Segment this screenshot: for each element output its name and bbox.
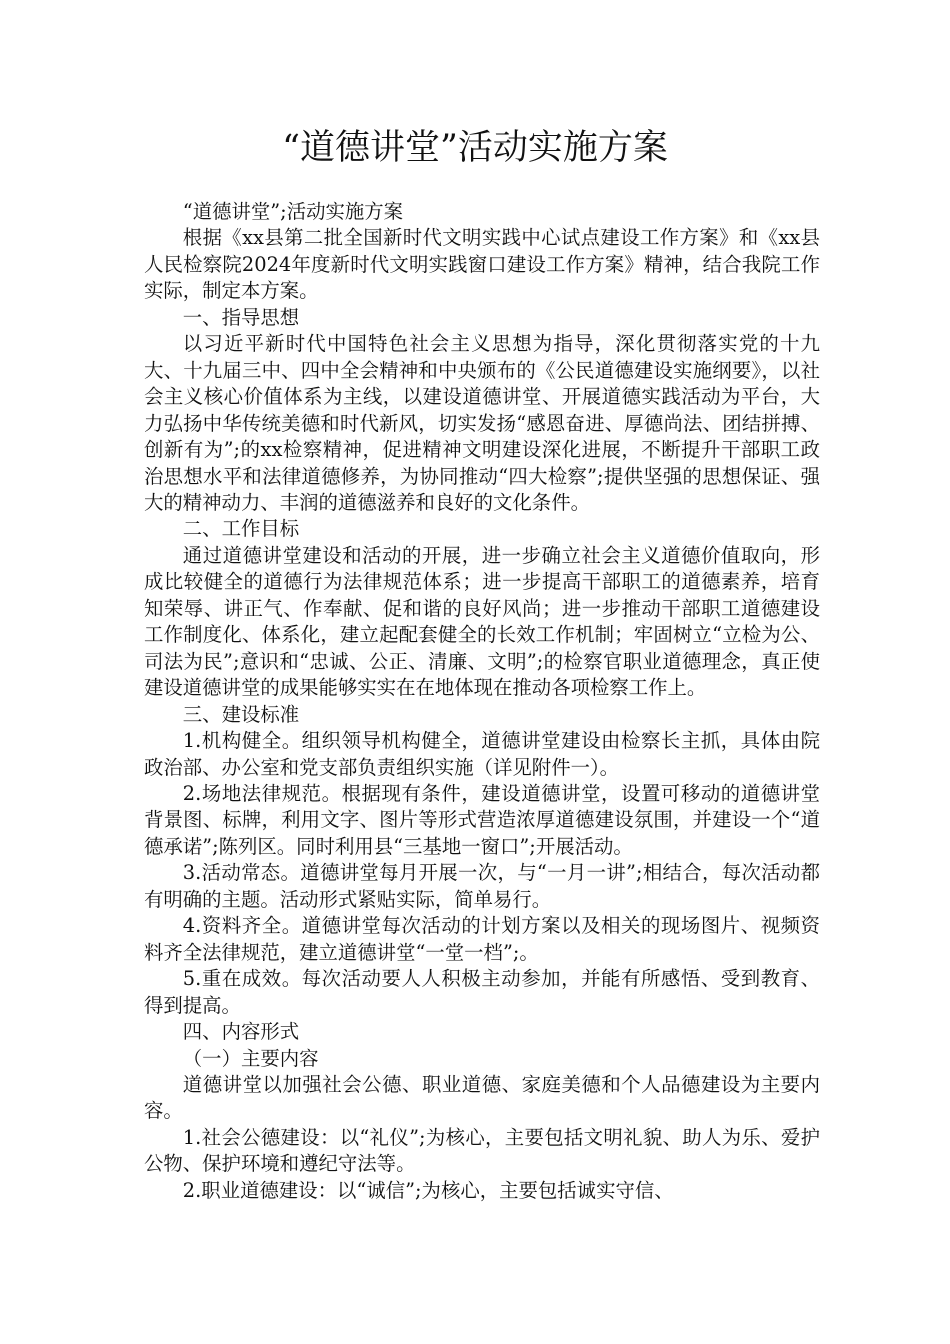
list-item-standard-1: 1.机构健全。组织领导机构健全，道德讲堂建设由检察长主抓，具体由院政治部、办公室和党支部负责组织实施（详见附件一）。 xyxy=(144,729,820,779)
section-heading-content-form: 四、内容形式 xyxy=(182,1020,300,1044)
section-heading-construction-standards: 三、建设标准 xyxy=(182,702,300,726)
paragraph-work-goals: 通过道德讲堂建设和活动的开展，进一步确立社会主义道德价值取向，形成比较健全的道德行为法律规范体系；进一步提高干部职工的道德素养，培育知荣辱、讲正气、作奉献、促和谐的良好风尚；进一步推动干部职工道德建设工作制度化、体系化，建立起配套健全的长效工作机制；牢固树立“立检为公、司法为民”;意识和“忠诚、公正、清廉、文明”;的检察官职业道德理念，真正使建设道德讲堂的成果能够实实在在地体现在推动各项检察工作上。 xyxy=(144,543,820,700)
list-item-standard-5: 5.重在成效。每次活动要人人积极主动参加，并能有所感悟、受到教育、得到提高。 xyxy=(144,967,820,1017)
list-item-standard-2: 2.场地法律规范。根据现有条件，建设道德讲堂，设置可移动的道德讲堂背景图、标牌，利用文字、图片等形式营造浓厚道德建设氛围，并建设一个“道德承诺”;陈列区。同时利用县“三基地一窗口”;开展活动。 xyxy=(144,781,820,858)
list-item-standard-3: 3.活动常态。道德讲堂每月开展一次，与“一月一讲”;相结合，每次活动都有明确的主题。活动形式紧贴实际，简单易行。 xyxy=(144,861,820,911)
list-item-content-2: 2.职业道德建设：以“诚信”;为核心，主要包括诚实守信、 xyxy=(182,1178,674,1202)
document-body xyxy=(144,199,820,1204)
paragraph-main-content: 道德讲堂以加强社会公德、职业道德、家庭美德和个人品德建设为主要内容。 xyxy=(144,1072,820,1123)
section-heading-work-goals: 二、工作目标 xyxy=(182,517,300,541)
list-item-content-1: 1.社会公德建设：以“礼仪”;为核心，主要包括文明礼貌、助人为乐、爱护公物、保护环境和遵纪守法等。 xyxy=(144,1125,820,1176)
section-heading-guiding-ideology: 一、指导思想 xyxy=(182,305,300,329)
list-item-standard-4: 4.资料齐全。道德讲堂每次活动的计划方案以及相关的现场图片、视频资料齐全法律规范，建立道德讲堂“一堂一档”;。 xyxy=(144,914,820,964)
paragraph-basis: 根据《xx县第二批全国新时代文明实践中心试点建设工作方案》和《xx县人民检察院2024年度新时代文明实践窗口建设工作方案》精神，结合我院工作实际，制定本方案。 xyxy=(144,226,820,303)
document-title: “道德讲堂”活动实施方案 xyxy=(282,128,668,168)
paragraph-subtitle: “道德讲堂”;活动实施方案 xyxy=(182,200,404,223)
subsection-heading-main-content: （一）主要内容 xyxy=(182,1046,319,1070)
paragraph-guiding-ideology: 以习近平新时代中国特色社会主义思想为指导，深化贯彻落实党的十九大、十九届三中、四中全会精神和中央颁布的《公民道德建设实施纲要》，以社会主义核心价值体系为主线，以建设道德讲堂、开展道德实践活动为平台，大力弘扬中华传统美德和时代新风，切实发扬“感恩奋进、厚德尚法、团结拼搏、创新有为”;的xx检察精神，促进精神文明建设深化进展，不断提升干部职工政治思想水平和法律道德修养，为协同推动“四大检察”;提供坚强的思想保证、强大的精神动力、丰润的道德滋养和良好的文化条件。 xyxy=(144,332,820,514)
